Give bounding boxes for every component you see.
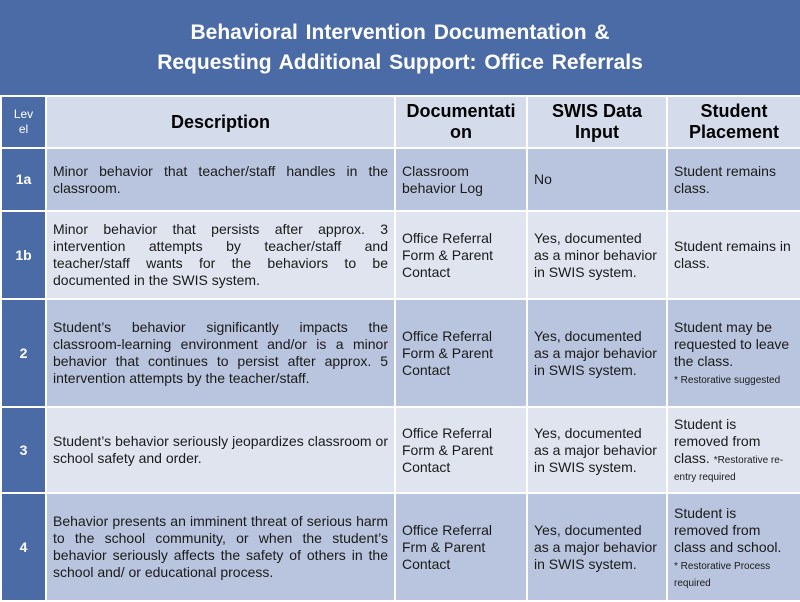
title-line-1: Behavioral Intervention Documentation & <box>190 20 610 44</box>
swis-cell: No <box>527 148 667 211</box>
documentation-cell: Office Referral Form & Parent Contact <box>395 211 527 299</box>
description-cell: Student’s behavior seriously jeopardizes classroom or school safety and order. <box>46 407 395 493</box>
restorative-note: *Restorative re-entry required <box>674 455 784 483</box>
swis-cell: Yes, documented as a minor behavior in SWIS system. <box>527 211 667 299</box>
title-line-2: Requesting Additional Support: Office Referrals <box>157 50 643 74</box>
level-cell: 1b <box>1 211 46 299</box>
placement-text: Student is removed from class. <box>674 416 761 466</box>
header-row <box>1 96 800 148</box>
referral-table <box>0 95 800 602</box>
placement-cell <box>667 407 800 493</box>
swis-cell: Yes, documented as a major behavior in SWIS system. <box>527 493 667 601</box>
placement-text: Student remains in class. <box>674 238 791 271</box>
swis-header: SWIS Data Input <box>527 96 667 148</box>
placement-cell <box>667 299 800 407</box>
restorative-note: * Restorative suggested <box>674 375 781 386</box>
level-cell: 2 <box>1 299 46 407</box>
documentation-cell: Office Referral Form & Parent Contact <box>395 299 527 407</box>
level-cell: 3 <box>1 407 46 493</box>
table-row <box>1 299 800 407</box>
level-cell: 1a <box>1 148 46 211</box>
documentation-cell: Classroom behavior Log <box>395 148 527 211</box>
placement-text: Student is removed from class and school. <box>674 504 782 555</box>
description-cell: Behavior presents an imminent threat of serious harm to the school community, or when the student’s behavior seriously affects the safety of others in the school and/ or educational process. <box>46 493 395 601</box>
swis-cell: Yes, documented as a major behavior in SWIS system. <box>527 407 667 493</box>
documentation-cell: Office Referral Frm & Parent Contact <box>395 493 527 601</box>
slide-title <box>0 0 800 95</box>
description-cell: Student’s behavior significantly impacts the classroom-learning environment and/or is a minor behavior that continues to persist after approx. 5 intervention attempts by the teacher/staff. <box>46 299 395 407</box>
description-cell: Minor behavior that persists after approx. 3 intervention attempts by teacher/staff and teacher/staff wants for the behaviors to be documented in the SWIS system. <box>46 211 395 299</box>
level-header: Lev el <box>1 96 46 148</box>
placement-header: Student Placement <box>667 96 800 148</box>
documentation-cell: Office Referral Form & Parent Contact <box>395 407 527 493</box>
level-cell: 4 <box>1 493 46 601</box>
documentation-header: Documentati on <box>395 96 527 148</box>
placement-cell <box>667 211 800 299</box>
table-row <box>1 493 800 601</box>
placement-text: Student remains class. <box>674 162 776 196</box>
placement-cell <box>667 148 800 211</box>
description-header: Description <box>46 96 395 148</box>
placement-cell <box>667 493 800 601</box>
restorative-note: * Restorative Process required <box>674 560 771 589</box>
table-row <box>1 407 800 493</box>
table-row <box>1 148 800 211</box>
placement-text: Student may be requested to leave the class. <box>674 319 790 369</box>
swis-cell: Yes, documented as a major behavior in SWIS system. <box>527 299 667 407</box>
table-row <box>1 211 800 299</box>
description-cell: Minor behavior that teacher/staff handles in the classroom. <box>46 148 395 211</box>
